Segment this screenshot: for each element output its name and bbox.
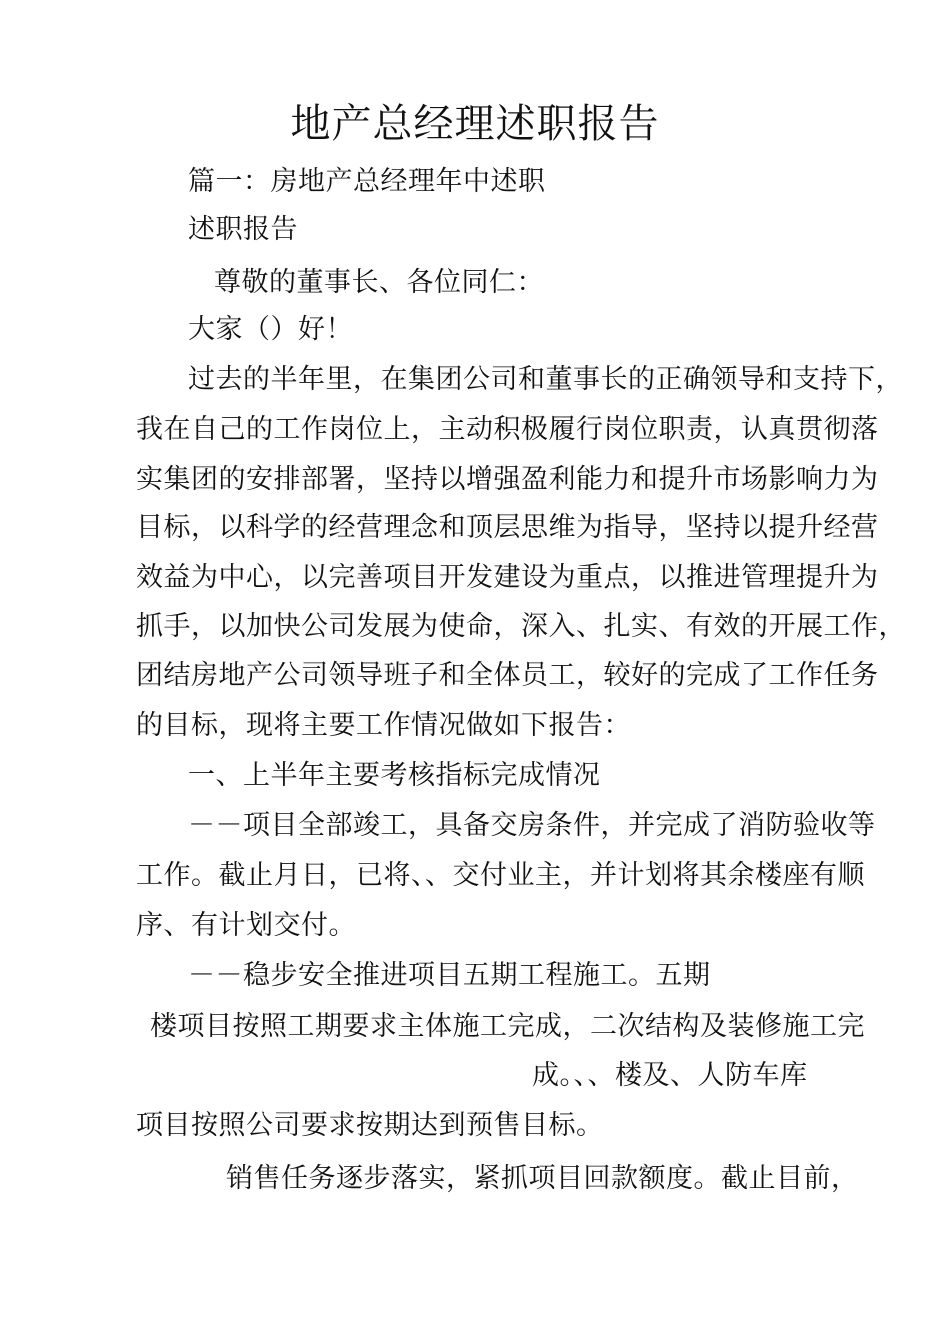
paragraph-line-11: 团结房地产公司领导班子和全体员工，较好的完成了工作任务 [136, 660, 879, 691]
paragraph-line-18: 楼项目按照工期要求主体施工完成，二次结构及装修施工完 [150, 1011, 865, 1042]
paragraph-line-12: 的目标，现将主要工作情况做如下报告： [136, 710, 631, 741]
paragraph-line-4: 大家（）好！ [188, 314, 353, 345]
document-title: 地产总经理述职报告 [290, 101, 660, 147]
paragraph-line-17: －－稳步安全推进项目五期工程施工。五期 [188, 960, 711, 991]
paragraph-line-16: 序、有计划交付。 [136, 910, 356, 941]
paragraph-line-9: 效益为中心，以完善项目开发建设为重点，以推进管理提升为 [136, 562, 879, 593]
paragraph-line-20: 项目按照公司要求按期达到预售目标。 [136, 1110, 604, 1141]
paragraph-line-1: 篇一：房地产总经理年中述职 [188, 166, 546, 197]
paragraph-line-3: 尊敬的董事长、各位同仁： [214, 267, 544, 298]
paragraph-line-15: 工作。截止月日，已将、、交付业主，并计划将其余楼座有顺 [136, 860, 865, 891]
paragraph-line-19: 成。、、楼及、人防车库 [532, 1060, 808, 1091]
paragraph-line-8: 目标，以科学的经营理念和顶层思维为指导，坚持以提升经营 [136, 512, 879, 543]
paragraph-line-6: 我在自己的工作岗位上，主动积极履行岗位职责，认真贯彻落 [136, 414, 879, 445]
paragraph-line-2: 述职报告 [188, 214, 298, 245]
paragraph-line-14: －－项目全部竣工，具备交房条件，并完成了消防验收等 [188, 810, 876, 841]
paragraph-line-10: 抓手，以加快公司发展为使命，深入、扎实、有效的开展工作， [136, 611, 906, 642]
paragraph-line-7: 实集团的安排部署，坚持以增强盈利能力和提升市场影响力为 [136, 464, 879, 495]
section-heading: 一、上半年主要考核指标完成情况 [188, 760, 601, 791]
paragraph-line-5: 过去的半年里，在集团公司和董事长的正确领导和支持下， [188, 364, 903, 395]
paragraph-line-21: 销售任务逐步落实，紧抓项目回款额度。截止目前， [226, 1163, 859, 1194]
